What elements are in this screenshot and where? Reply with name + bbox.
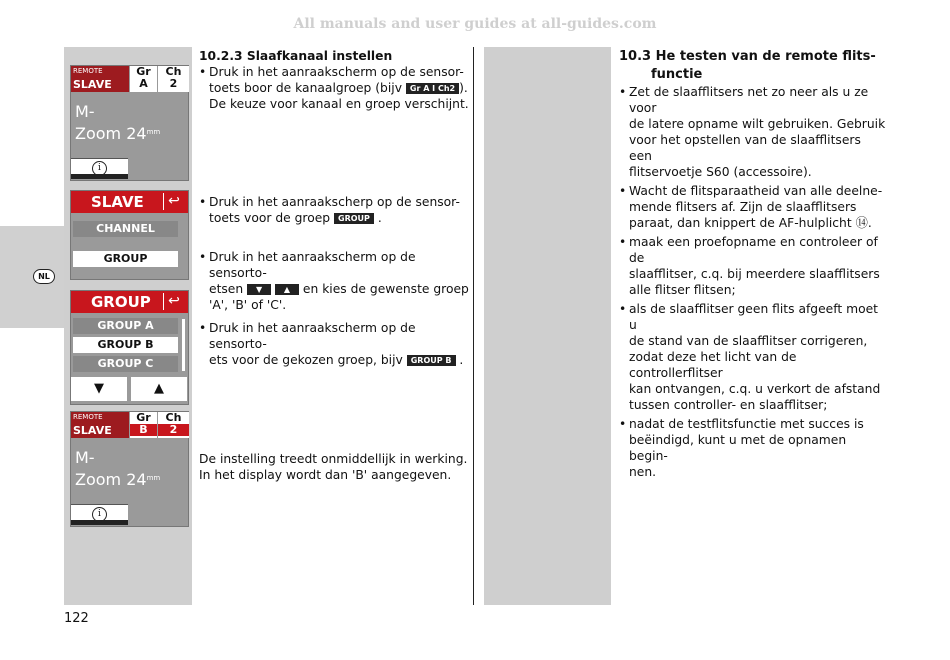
slave-label: SLAVE	[73, 424, 112, 437]
bullet-line: alle flitser flitsen;	[629, 283, 736, 297]
instruction-4	[199, 320, 469, 368]
instruction-line	[209, 352, 469, 368]
info-icon: i	[92, 161, 107, 176]
group-menu-screen	[70, 290, 189, 405]
bullet-item	[619, 84, 887, 180]
bullet-line: voor het opstellen van de slaafflitsers een	[629, 133, 861, 163]
menu-item-group-c[interactable]: GROUP C	[73, 356, 178, 372]
down-arrow-key: ▼	[247, 284, 271, 295]
bullet-line: kan ontvangen, c.q. u verkort de afstand	[629, 382, 881, 396]
instruction-text: .	[377, 211, 382, 225]
mode-text: M-	[75, 102, 95, 121]
bullet-line: tussen controller- en slaafflitser;	[629, 398, 828, 412]
instruction-text: toets boor de kanaalgroep (bijv	[209, 81, 402, 95]
menu-item-channel[interactable]: CHANNEL	[73, 221, 178, 237]
instruction-text: .	[459, 353, 464, 367]
up-arrow-button[interactable]: ▲	[131, 377, 187, 401]
remote-label: REMOTE	[73, 67, 103, 75]
zoom-unit: mm	[146, 128, 161, 136]
group-key: GROUP	[334, 213, 374, 224]
back-icon[interactable]: ↩	[163, 193, 184, 210]
channel-label: Ch	[158, 412, 189, 424]
instruction-line	[209, 281, 469, 297]
menu-item-group-b[interactable]: GROUP B	[73, 337, 178, 353]
middle-margin-column	[484, 47, 611, 605]
group-label: Gr	[130, 412, 157, 424]
result-note	[199, 451, 469, 483]
instruction-text: toets voor de groep	[209, 211, 331, 225]
down-arrow-button[interactable]: ▼	[71, 377, 127, 401]
info-button[interactable]	[71, 158, 128, 179]
zoom-unit: mm	[146, 474, 161, 482]
zoom-text	[75, 122, 160, 144]
instruction-line: De keuze voor kanaal en groep verschijnt.	[209, 97, 469, 111]
zoom-text	[75, 468, 160, 490]
bullet-line: nen.	[629, 465, 657, 479]
instruction-1	[199, 64, 469, 112]
slave-menu-screen	[70, 190, 189, 280]
instruction-text: ).	[459, 81, 468, 95]
instruction-line: • Druk in het aanraakscherm op de sensorto-	[209, 250, 416, 280]
group-value: A	[139, 77, 148, 90]
mode-text: M-	[75, 448, 95, 467]
bullet-line: flitservoetje S60 (accessoire).	[629, 165, 812, 179]
menu-item-group[interactable]: GROUP	[73, 251, 178, 267]
group-value: B	[130, 424, 157, 436]
channel-indicator[interactable]	[157, 412, 189, 438]
bullet-line: • Wacht de flitsparaatheid van alle deelne-	[629, 184, 883, 198]
slave-indicator	[71, 412, 129, 438]
section-slave-channel	[199, 48, 469, 112]
display-header	[71, 66, 188, 92]
channel-value: 2	[169, 77, 178, 90]
instruction-line: • Druk in het aanraakscherm op de sensor-	[209, 65, 464, 79]
page-number: 122	[64, 611, 89, 626]
group-channel-key: Gr A I Ch2	[406, 83, 459, 94]
section-test-remote-flash	[619, 48, 887, 483]
bullet-line: zodat deze het licht van de controllerflitser	[629, 350, 797, 380]
group-indicator[interactable]	[129, 412, 157, 438]
bullet-line: • nadat de testflitsfunctie met succes is	[629, 417, 864, 431]
slave-label: SLAVE	[73, 78, 112, 91]
zoom-value: Zoom 24	[75, 124, 147, 143]
remote-label: REMOTE	[73, 413, 103, 421]
instruction-line: 'A', 'B' of 'C'.	[209, 298, 287, 312]
menu-header	[71, 191, 188, 213]
note-line: De instelling treedt onmiddellijk in werking.	[199, 452, 468, 466]
section-heading: 10.2.3 Slaafkanaal instellen	[199, 49, 393, 63]
slave-indicator	[71, 66, 129, 92]
instruction-text: etsen	[209, 282, 244, 296]
back-icon[interactable]: ↩	[163, 293, 184, 310]
bullet-line: • maak een proefopname en controleer of de	[629, 235, 878, 265]
info-icon: i	[92, 507, 107, 522]
bullet-item	[619, 183, 887, 231]
bullet-line: slaafflitser, c.q. bij meerdere slaafflitsers	[629, 267, 880, 281]
instruction-line	[209, 80, 469, 96]
menu-title: SLAVE	[91, 193, 144, 211]
channel-value: 2	[158, 424, 189, 436]
instruction-3	[199, 249, 469, 313]
column-divider	[473, 47, 474, 605]
bullet-line: paraat, dan knippert de AF-hulplicht ⑭.	[629, 216, 872, 230]
section-heading-cont: functie	[651, 67, 703, 82]
bullet-item	[619, 234, 887, 298]
channel-label: Ch	[165, 65, 182, 78]
bullet-line: de stand van de slaafflitser corrigeren,	[629, 334, 868, 348]
menu-title: GROUP	[91, 293, 151, 311]
instruction-text: en kies de gewenste groep	[302, 282, 469, 296]
instruction-2	[199, 194, 469, 226]
bullet-item	[619, 416, 887, 480]
language-badge: NL	[33, 269, 55, 284]
instruction-line: • Druk in het aanraakscherm op de sensorto-	[209, 321, 416, 351]
group-indicator[interactable]	[129, 66, 157, 92]
bullet-line: mende flitsers af. Zijn de slaafflitsers	[629, 200, 857, 214]
note-line: In het display wordt dan 'B' aangegeven.	[199, 468, 452, 482]
info-button[interactable]	[71, 504, 128, 525]
display-screen-group-b	[70, 411, 189, 527]
bullet-line: • Zet de slaafflitsers net zo neer als u ze voor	[629, 85, 869, 115]
instruction-line	[209, 210, 469, 226]
group-b-key: GROUP B	[407, 355, 456, 366]
section-heading: 10.3 He testen van de remote flits-	[619, 49, 876, 64]
bullet-list	[619, 84, 887, 480]
scrollbar[interactable]	[182, 319, 185, 371]
watermark: All manuals and user guides at all-guides.com	[293, 16, 657, 32]
instruction-line: • Druk in het aanraakscherp op de sensor-	[209, 195, 460, 209]
instruction-text: ets voor de gekozen groep, bijv	[209, 353, 403, 367]
menu-header	[71, 291, 188, 313]
channel-indicator[interactable]	[157, 66, 189, 92]
bullet-line: beëindigd, kunt u met de opnamen begin-	[629, 433, 847, 463]
bullet-item	[619, 301, 887, 413]
bullet-line: de latere opname wilt gebruiken. Gebruik	[629, 117, 886, 131]
up-arrow-key: ▲	[275, 284, 299, 295]
bullet-line: • als de slaafflitser geen flits afgeeft moet u	[629, 302, 878, 332]
zoom-value: Zoom 24	[75, 470, 147, 489]
display-screen-group-a	[70, 65, 189, 181]
display-header	[71, 412, 188, 438]
group-label: Gr	[136, 65, 151, 78]
menu-item-group-a[interactable]: GROUP A	[73, 318, 178, 334]
